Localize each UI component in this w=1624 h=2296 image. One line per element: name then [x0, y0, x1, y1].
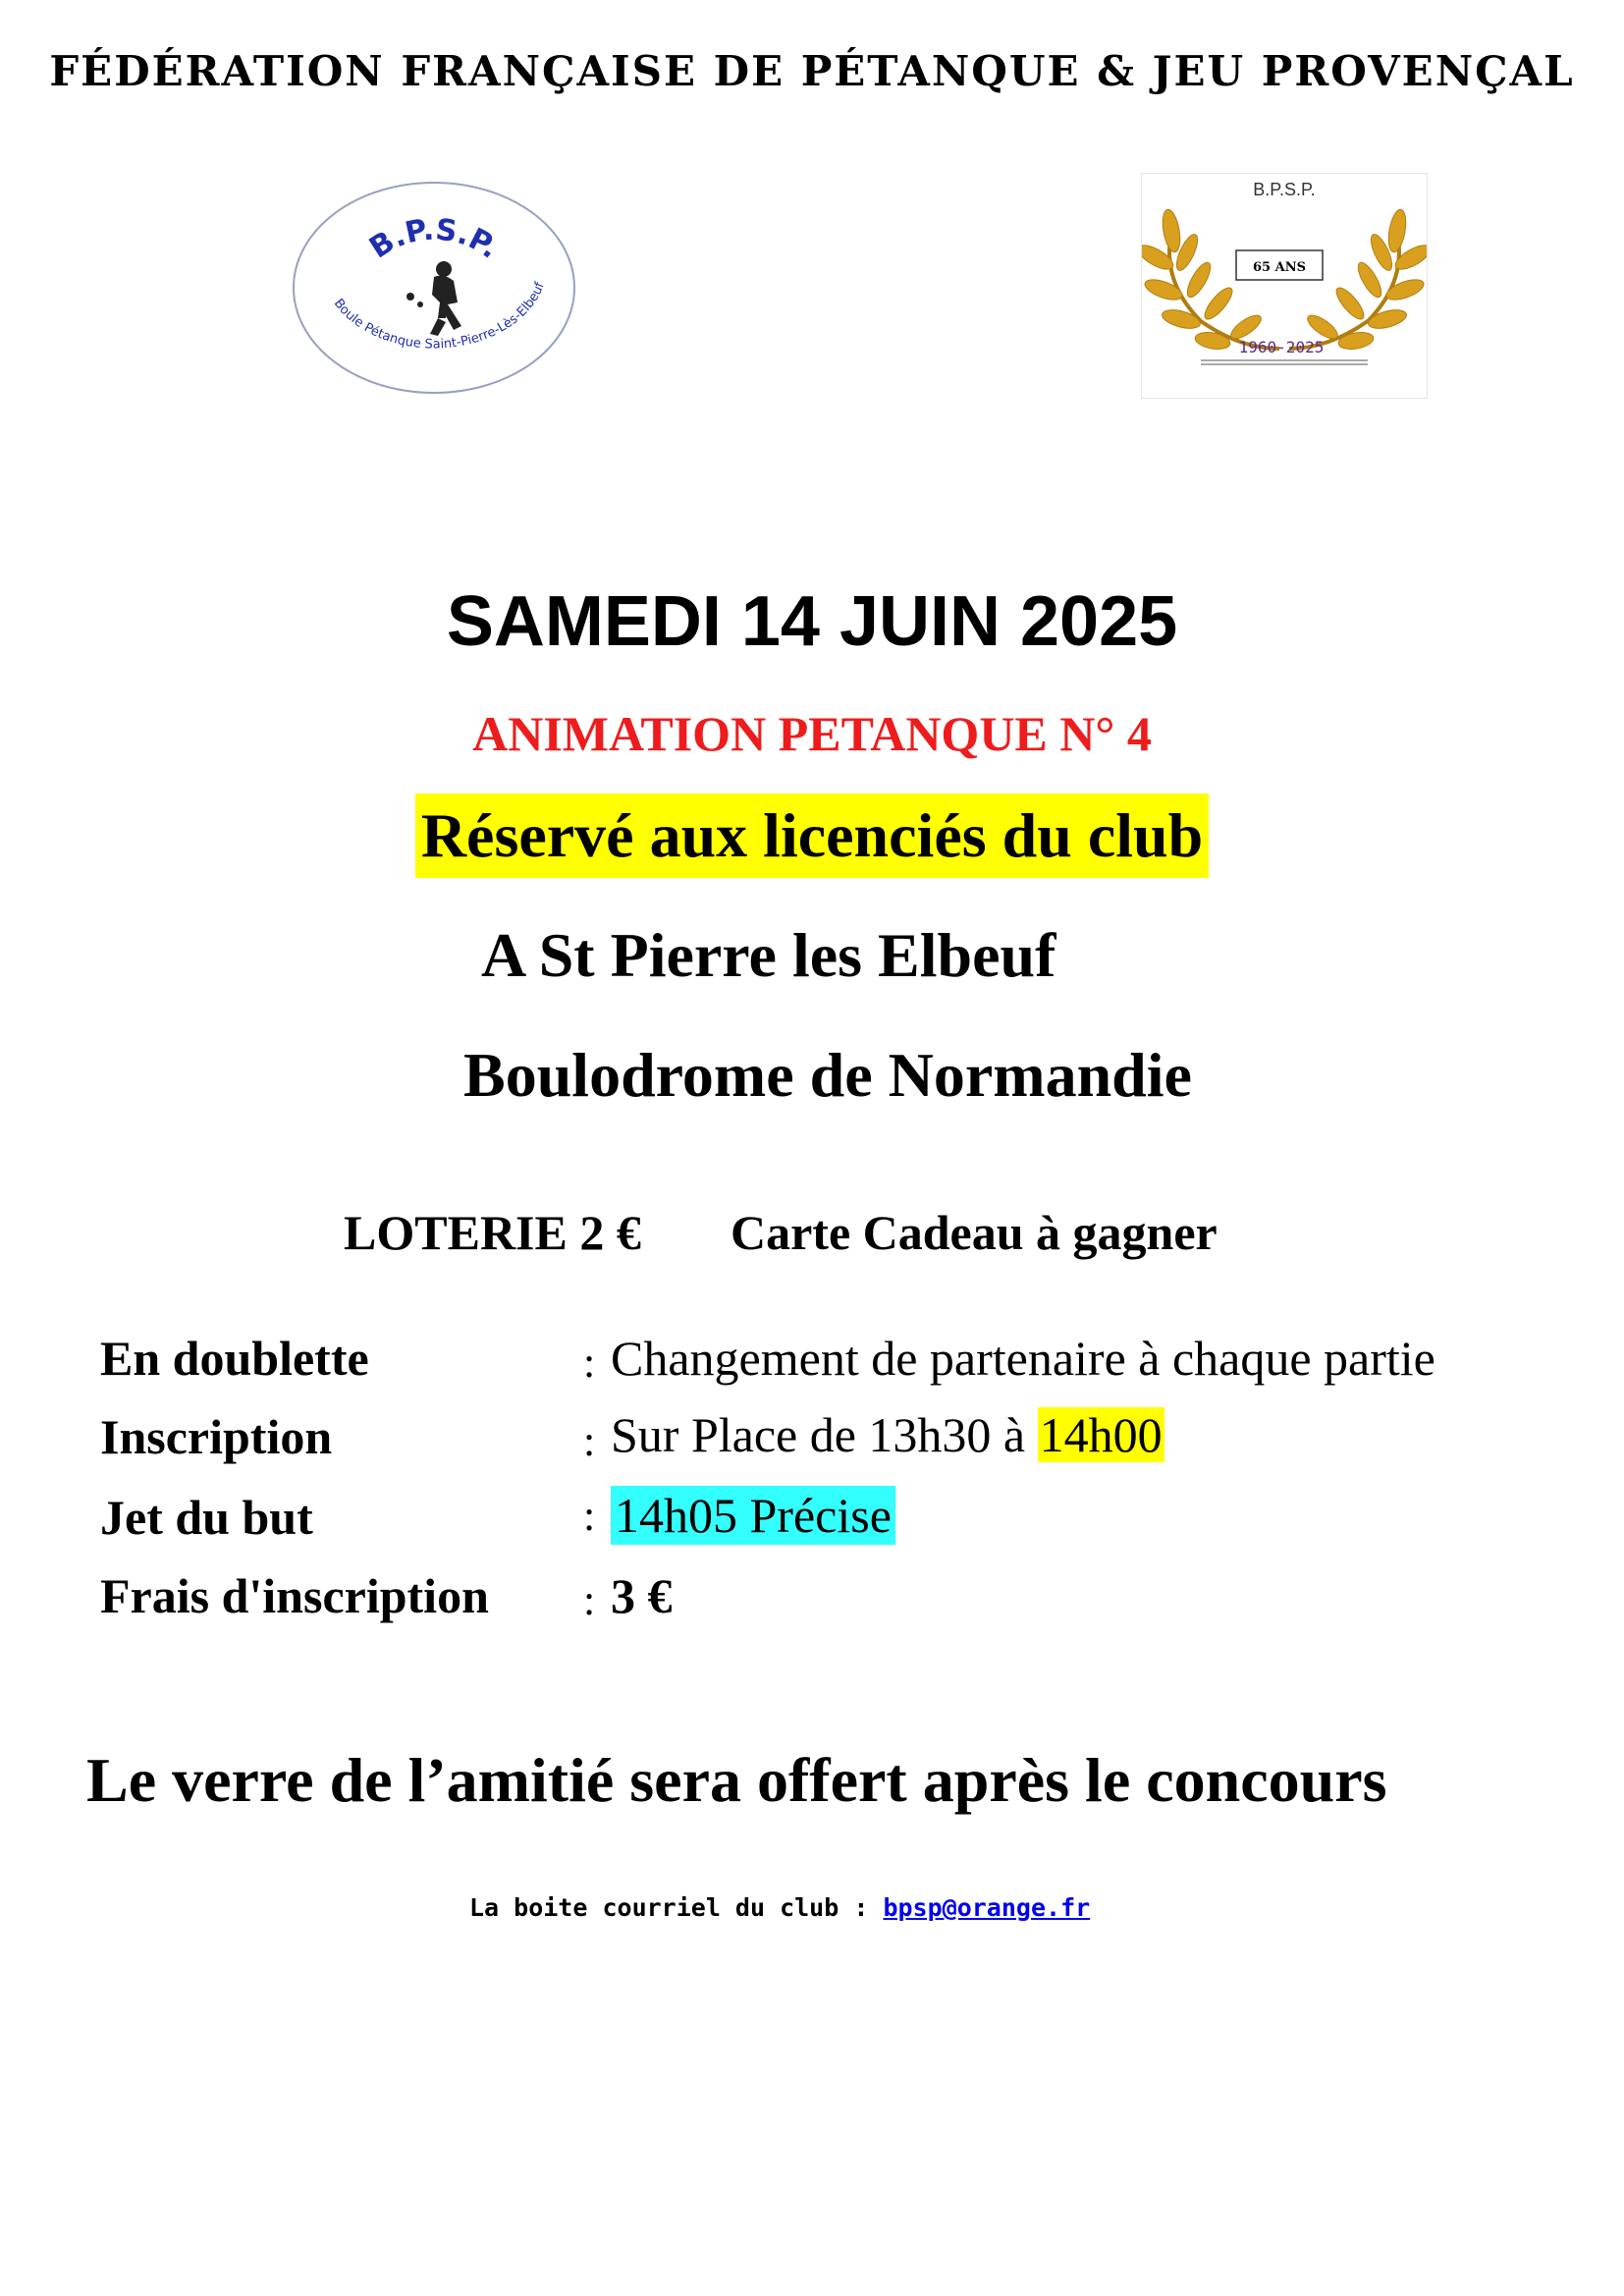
- anniversary-badge: 65 ANS: [1253, 260, 1306, 275]
- event-venue: Boulodrome de Normandie: [463, 1040, 1192, 1110]
- federation-title: FÉDÉRATION FRANÇAISE DE PÉTANQUE & JEU PROVENÇAL: [49, 47, 1575, 95]
- club-logo: [291, 179, 577, 397]
- fee-label: Frais d'inscription: [100, 1568, 489, 1623]
- registration-time: Sur Place de 13h30 à: [611, 1407, 1026, 1462]
- jet-label: Jet du but: [100, 1490, 313, 1545]
- registration-label: Inscription: [100, 1409, 333, 1464]
- email-link[interactable]: bpsp@orange.fr: [883, 1893, 1091, 1922]
- separator: :: [583, 1492, 596, 1540]
- logo-club-name: Boule Pétanque Saint-Pierre-Lès-Elbeuf: [330, 280, 548, 353]
- separator: :: [583, 1417, 596, 1465]
- anniversary-initials: B.P.S.P.: [1253, 180, 1316, 199]
- logo-initials: B.P.S.P.: [363, 212, 507, 266]
- registration-deadline: 14h00: [1039, 1407, 1163, 1462]
- separator: :: [583, 1339, 596, 1387]
- anniversary-years: 1960-2025: [1238, 338, 1325, 356]
- club-email: [469, 1893, 1090, 1922]
- format-label: En doublette: [100, 1331, 369, 1386]
- format-value: Changement de partenaire à chaque partie: [611, 1331, 1435, 1386]
- anniversary-logo: [1141, 173, 1428, 399]
- event-date: SAMEDI 14 JUIN 2025: [446, 582, 1178, 661]
- event-subtitle: ANIMATION PETANQUE N° 4: [472, 706, 1152, 761]
- jet-value: [611, 1487, 895, 1544]
- closing-message: Le verre de l’amitié sera offert après le concours: [86, 1745, 1387, 1815]
- reserved-text: Réservé aux licenciés du club: [415, 793, 1209, 878]
- prize-info: Carte Cadeau à gagner: [731, 1205, 1218, 1260]
- separator: :: [583, 1576, 596, 1624]
- lottery-info: LOTERIE 2 €: [344, 1205, 641, 1260]
- registration-value: [611, 1406, 1164, 1463]
- email-label: La boite courriel du club :: [469, 1893, 869, 1922]
- reserved-notice: [0, 793, 1624, 878]
- fee-value: 3 €: [611, 1568, 673, 1623]
- event-location: A St Pierre les Elbeuf: [481, 920, 1056, 990]
- jet-time: 14h05 Précise: [611, 1486, 895, 1545]
